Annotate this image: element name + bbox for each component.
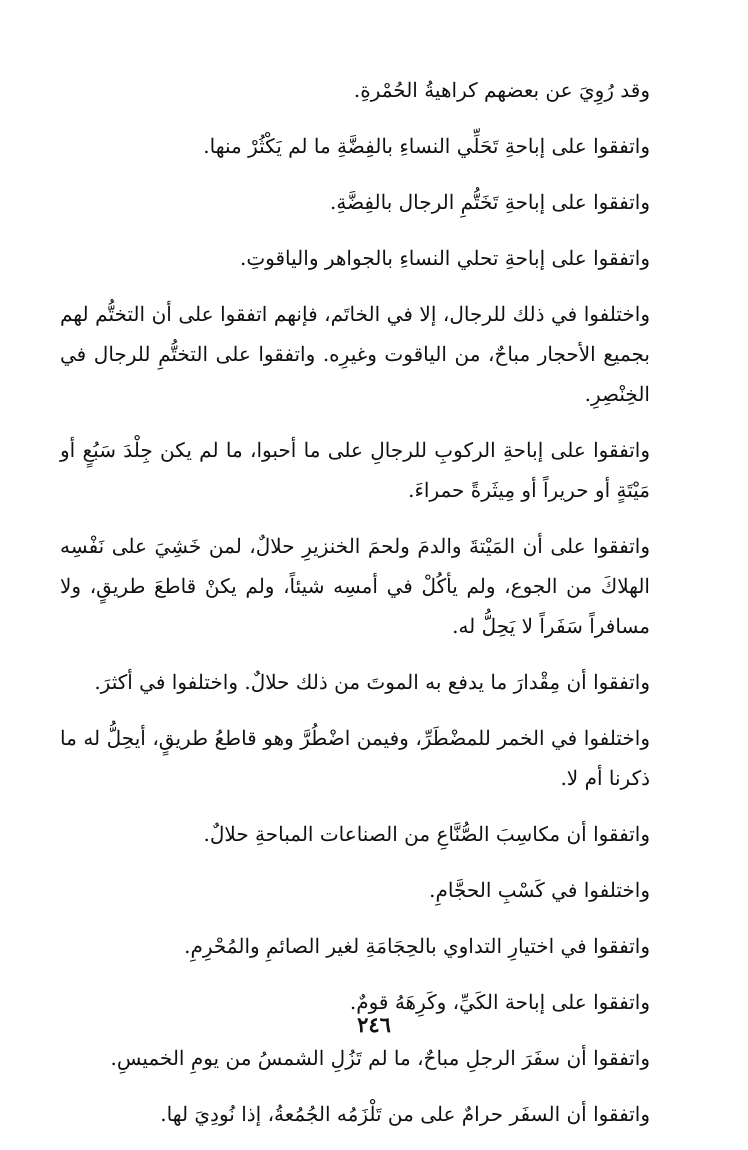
paragraph-4: واتفقوا على إباحةِ تحلي النساءِ بالجواهر والياقوتِ. bbox=[239, 246, 650, 270]
page-number: ٢٤٦ bbox=[357, 1012, 391, 1037]
paragraph-1: وقد رُوِيَ عن بعضهم كراهيةُ الحُمْرةِ. bbox=[353, 78, 650, 102]
paragraph-13: واتفقوا على إباحة الكَيِّ، وكَرِهَهُ قومٌ. bbox=[349, 990, 650, 1014]
paragraph-7: واتفقوا على أن المَيْتةَ والدمَ ولحمَ الخنزيرِ حلالٌ، لمن خَشِيَ على نَفْسِه الهلاكَ من الجوع، ولم يأكُلْ في أمسِه شيئاً، ولم يكنْ قاطعَ طريقٍ، ولا مسافراً سَفَراً لا يَحِلُّ له. bbox=[60, 534, 650, 638]
paragraph-3: واتفقوا على إباحةِ تَخَتُّمِ الرجال بالفِضَّةِ. bbox=[329, 190, 650, 214]
paragraph-9: واختلفوا في الخمر للمضْطَرِّ، وفيمن اضْطُرَّ وهو قاطعُ طريقٍ، أيحِلُّ له ما ذكرنا أم لا. bbox=[60, 726, 650, 790]
paragraph-2: واتفقوا على إباحةِ تَحَلِّي النساءِ بالفِضَّةِ ما لم يَكْثُرْ منها. bbox=[203, 134, 650, 158]
paragraph-8: واتفقوا أن مِقْدارَ ما يدفع به الموتَ من ذلك حلالٌ. واختلفوا في أكثرَ. bbox=[94, 670, 650, 694]
paragraph-6: واتفقوا على إباحةِ الركوبِ للرجالِ على ما أحبوا، ما لم يكن جِلْدَ سَبُعٍ أو مَيْتَةٍ أو حريراً أو مِيثَرةً حمراءَ. bbox=[60, 438, 650, 502]
page-body bbox=[60, 70, 650, 1150]
paragraph-10: واتفقوا أن مكاسِبَ الصُّنَّاعِ من الصناعات المباحةِ حلالٌ. bbox=[203, 822, 650, 846]
paragraph-15: واتفقوا أن السفَر حرامٌ على من تَلْزَمُه الجُمُعةُ، إذا نُودِيَ لها. bbox=[160, 1102, 650, 1126]
paragraph-5: واختلفوا في ذلك للرجال، إلا في الخاتَم، فإنهم اتفقوا على أن التختُّم لهم بجميع الأحجار مباحٌ، من الياقوت وغيرِه. واتفقوا على التختُّمِ للرجال في الخِنْصِرِ. bbox=[60, 302, 650, 406]
paragraph-12: واتفقوا في اختيارِ التداوي بالحِجَامَةِ لغير الصائمِ والمُحْرِمِ. bbox=[184, 934, 650, 958]
paragraph-14: واتفقوا أن سفَرَ الرجلِ مباحٌ، ما لم تَزُلِ الشمسُ من يومِ الخميسِ. bbox=[110, 1046, 650, 1070]
paragraph-11: واختلفوا في كَسْبِ الحجَّامِ. bbox=[429, 878, 650, 902]
